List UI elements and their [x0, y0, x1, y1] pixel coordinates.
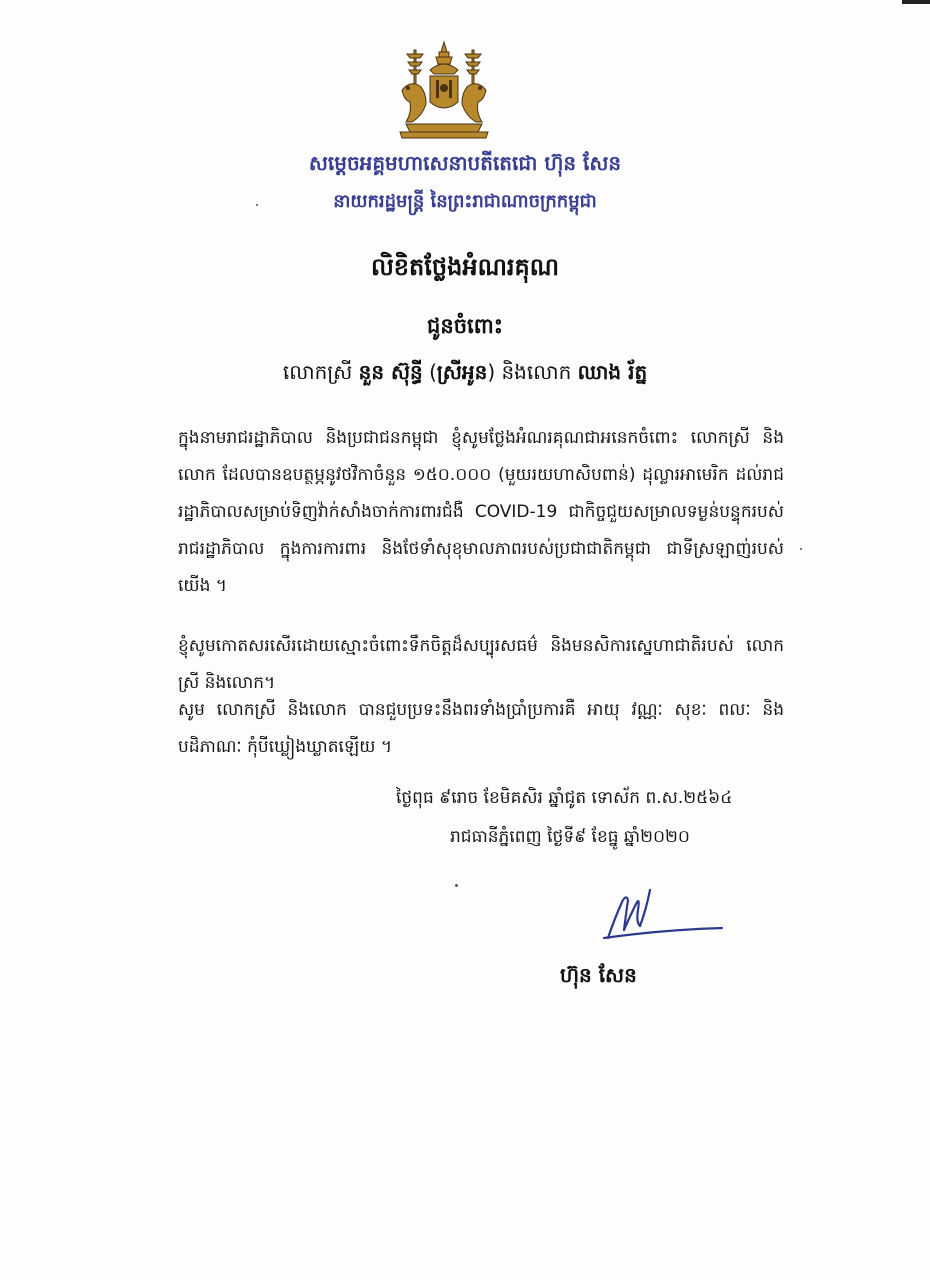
header-sender-title: សម្ដេចអគ្គមហាសេនាបតីតេជោ ហ៊ុន សែន [308, 151, 622, 175]
royal-coat-of-arms-icon [392, 40, 496, 140]
handwritten-signature-icon [600, 880, 730, 946]
recipient-alias: ស្រីអូន [436, 360, 488, 384]
recipient-prefix: លោកស្រី [282, 360, 353, 384]
recipient-line [0, 359, 930, 389]
header-sender-position: នាយករដ្ឋមន្ត្រី នៃព្រះរាជាណាចក្រកម្ពុជា [333, 191, 597, 212]
recipient-paren-open: ( [429, 360, 437, 384]
body-paragraph-3: សូម លោកស្រី និងលោក បានជួបប្រទះនឹងពរទាំងប្រាំប្រការគឺ អាយុ វណ្ណៈ សុខៈ ពលៈ និងបដិភាណៈ កុំបីឃ្លៀងឃ្លាតឡើយ ។ [178, 700, 784, 757]
scan-corner-mark [902, 0, 930, 4]
signer-name: ហ៊ុន សែន [560, 963, 637, 987]
recipient-joiner: និងលោក [501, 360, 572, 384]
scan-speck [800, 548, 802, 550]
lunar-date: ថ្ងៃពុធ ៩រោច ខែមិគសិរ ឆ្នាំជូត ទោស័ក ព.ស.២៥៦៤ [396, 788, 733, 808]
recipient-name-1: នួន ស៊ុន្ធី [358, 360, 423, 384]
body-paragraph-2: ខ្ញុំសូមកោតសរសើរដោយស្មោះចំពោះទឹកចិត្តដ៏សប្បុរសធម៌ និងមនសិការស្នេហាជាតិរបស់ លោកស្រី និងលោក។ [178, 636, 784, 693]
addressed-to-label: ជូនចំពោះ [427, 314, 503, 338]
body-paragraph-1: ក្នុងនាមរាជរដ្ឋាភិបាល និងប្រជាជនកម្ពុជា ខ្ញុំសូមថ្លែងអំណរគុណជាអនេកចំពោះ លោកស្រី និងលោក ដែលបានឧបត្ថម្ភនូវថវិកាចំនួន ១៥០.០០០ (មួយរយហាសិបពាន់) ដុល្លារអាមេរិក ដល់រាជរដ្ឋាភិបាលសម្រាប់ទិញវ៉ាក់សាំងចាក់ការពារជំងឺ COVID-19 ជាកិច្ចជួយសម្រាលទម្ងន់បន្ទុករបស់រាជរដ្ឋាភិបាល ក្នុងការការពារ និងថែទាំសុខុមាលភាពរបស់ប្រជាជាតិកម្ពុជា ជាទីស្រឡាញ់របស់យើង ។ [178, 428, 784, 596]
recipient-name-2: ឈាង រ័ត្ន [577, 360, 648, 384]
solar-date: រាជធានីភ្នំពេញ ថ្ងៃទី៩ ខែធ្នូ ឆ្នាំ២០២០ [450, 827, 690, 847]
scan-speck [256, 204, 258, 206]
recipient-paren-close: ) [487, 360, 496, 384]
scan-speck [455, 884, 458, 887]
letter-title: លិខិតថ្លែងអំណរគុណ [370, 253, 560, 281]
